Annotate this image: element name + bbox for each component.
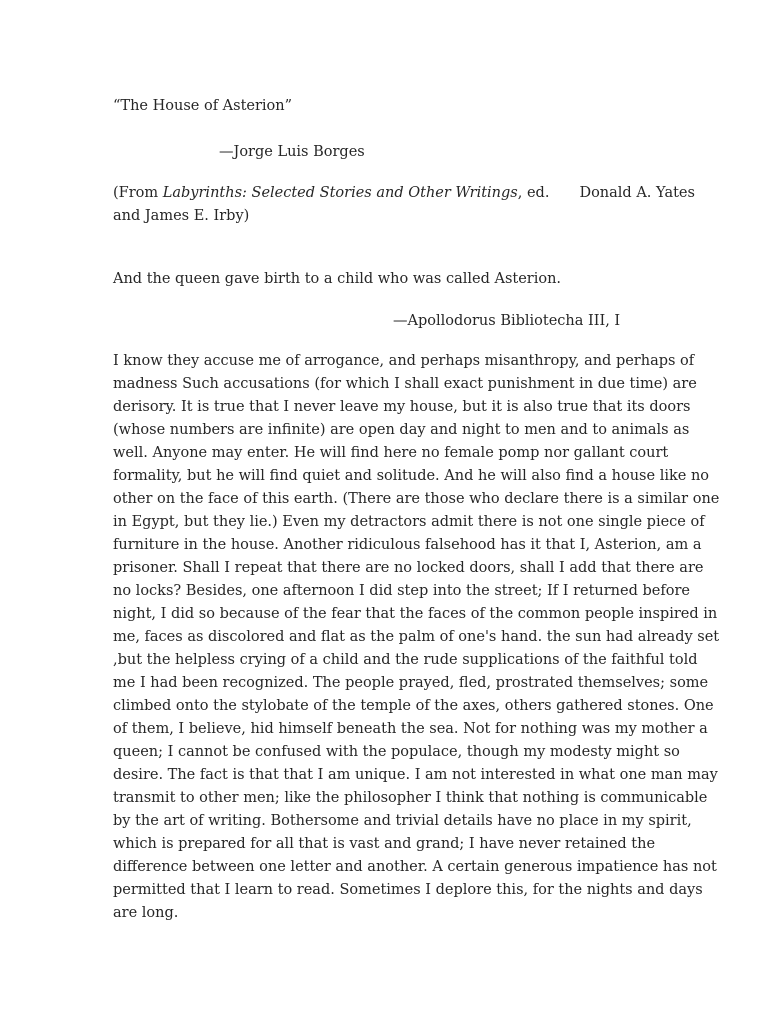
source-citation-cont: and James E. Irby) xyxy=(113,208,250,224)
story-title: “The House of Asterion” xyxy=(113,98,293,114)
body-line: (whose numbers are infinite) are open day and night to men and to animals as xyxy=(113,422,690,438)
body-line: me I had been recognized. The people prayed, fled, prostrated themselves; some xyxy=(113,675,709,691)
body-line: I know they accuse me of arrogance, and perhaps misanthropy, and perhaps of xyxy=(113,353,695,369)
body-line: are long. xyxy=(113,905,179,921)
body-line: in Egypt, but they lie.) Even my detractors admit there is not one single piece of xyxy=(113,514,705,530)
body-line: me, faces as discolored and flat as the palm of one's hand. the sun had already set xyxy=(113,629,720,645)
body-line: formality, but he will find quiet and solitude. And he will also find a house like no xyxy=(113,468,710,484)
epigraph: And the queen gave birth to a child who was called Asterion. xyxy=(113,271,562,287)
epigraph-attribution: —Apollodorus Bibliotecha III, I xyxy=(393,313,621,329)
body-line: difference between one letter and another. A certain generous impatience has not xyxy=(113,859,717,875)
body-line: derisory. It is true that I never leave my house, but it is also true that its doors xyxy=(113,399,691,415)
body-line: desire. The fact is that that I am unique. I am not interested in what one man may xyxy=(113,767,718,783)
book-title: Labyrinths: Selected Stories and Other Writings xyxy=(162,185,518,201)
body-line: no locks? Besides, one afternoon I did step into the street; If I returned before xyxy=(113,583,690,599)
source-prefix: (From xyxy=(113,185,163,201)
body-line: climbed onto the stylobate of the temple of the axes, others gathered stones. One xyxy=(113,698,714,714)
body-line: furniture in the house. Another ridiculous falsehood has it that I, Asterion, am a xyxy=(113,537,702,553)
body-line: by the art of writing. Bothersome and trivial details have no place in my spirit, xyxy=(113,813,692,829)
body-line: prisoner. Shall I repeat that there are no locked doors, shall I add that there are xyxy=(113,560,704,576)
source-suffix: , ed. xyxy=(517,185,550,201)
body-line: well. Anyone may enter. He will find here no female pomp nor gallant court xyxy=(113,445,669,461)
body-line: other on the face of this earth. (There are those who declare there is a similar one xyxy=(113,491,720,507)
source-citation xyxy=(113,182,695,205)
body-line: of them, I believe, hid himself beneath the sea. Not for nothing was my mother a xyxy=(113,721,708,737)
body-line: ,but the helpless crying of a child and the rude supplications of the faithful told xyxy=(113,652,698,668)
body-line: madness Such accusations (for which I shall exact punishment in due time) are xyxy=(113,376,697,392)
author-line: —Jorge Luis Borges xyxy=(219,144,365,160)
editors-part1: Donald A. Yates xyxy=(579,185,695,201)
body-line: which is prepared for all that is vast and grand; I have never retained the xyxy=(113,836,656,852)
body-line: queen; I cannot be confused with the populace, though my modesty might so xyxy=(113,744,680,760)
body-line: permitted that I learn to read. Sometimes I deplore this, for the nights and days xyxy=(113,882,703,898)
body-line: transmit to other men; like the philosopher I think that nothing is communicable xyxy=(113,790,708,806)
body-line: night, I did so because of the fear that the faces of the common people inspired in xyxy=(113,606,718,622)
